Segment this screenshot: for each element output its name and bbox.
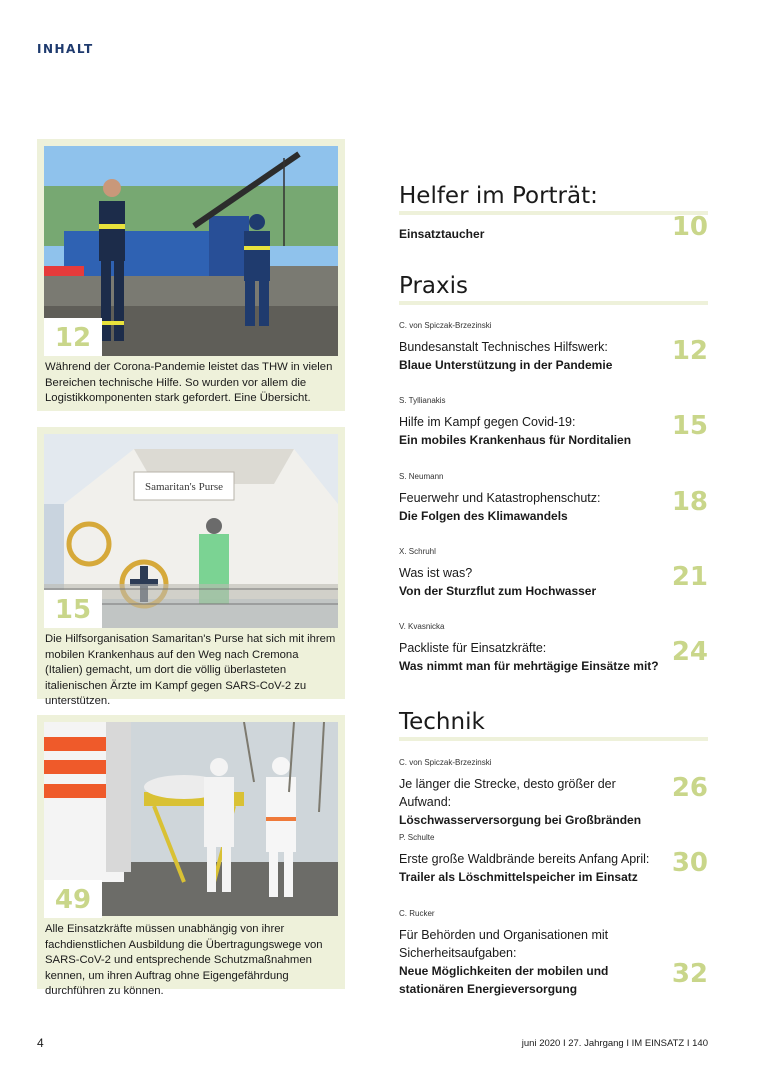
toc-entry-title: Was nimmt man für mehrtägige Einsätze mit? xyxy=(399,659,659,673)
toc-entry-title: Einsatztaucher xyxy=(399,227,485,241)
toc-entry-page: 12 xyxy=(671,336,708,366)
toc-entry-page: 26 xyxy=(671,773,708,803)
feature-caption: Die Hilfsorganisation Samaritan's Purse hat sich mit ihrem mobilen Krankenhaus auf den Weg nach Cremona (Italien) gemacht, um dort die völlig überlasteten italienischen Ärzte im Kampf gegen SARS-CoV-2 zu unterstützen. xyxy=(45,633,336,707)
toc-entry-page: 30 xyxy=(671,848,708,878)
toc-entry-title: Löschwasserversorgung bei Großbränden xyxy=(399,813,642,827)
toc-entry[interactable] xyxy=(399,758,708,829)
toc-entry-title: Trailer als Löschmittelspeicher im Einsatz xyxy=(399,870,638,884)
toc-entry[interactable] xyxy=(399,472,708,525)
tent-sign-text: Samaritan's Purse xyxy=(144,481,224,493)
toc-entry-page: 24 xyxy=(671,637,708,667)
section-title-portrait: Helfer im Porträt: xyxy=(399,183,708,215)
toc-entry[interactable] xyxy=(399,833,708,886)
feature-caption: Alle Einsatzkräfte müssen unabhängig von ihrer fachdienstlichen Ausbildung die Übertragungswege von SARS-CoV-2 und entsprechende Schutzmaßnahmen kennen, um ihren Auftrag ohne Eigengefährdung durchführen zu können. xyxy=(45,923,323,997)
toc-entry-page: 21 xyxy=(671,562,708,592)
toc-entry-subtitle: Bundesanstalt Technisches Hilfswerk: xyxy=(399,340,608,354)
feature-caption: Während der Corona-Pandemie leistet das THW in vielen Bereichen technische Hilfe. So wurden vor allem die Logistikkomponenten stark gefordert. Eine Übersicht. xyxy=(45,361,333,404)
feature-card-3[interactable] xyxy=(37,715,345,997)
toc-entry-author: V. Kvasnicka xyxy=(399,622,445,631)
toc-entry-author: C. von Spiczak-Brzezinski xyxy=(399,321,492,330)
toc-entry-subtitle: Feuerwehr und Katastrophenschutz: xyxy=(399,491,601,505)
toc-entry-author: S. Tyllianakis xyxy=(399,396,446,405)
section-title-technik: Technik xyxy=(399,709,708,741)
toc-entry[interactable] xyxy=(399,622,708,675)
toc-entry-subtitle: Hilfe im Kampf gegen Covid-19: xyxy=(399,415,576,429)
toc-entry-title: Von der Sturzflut zum Hochwasser xyxy=(399,584,597,598)
toc-entry-subtitle: Je länger die Strecke, desto größer der Aufwand: xyxy=(399,777,616,809)
toc-entry-page: 10 xyxy=(671,212,708,242)
feature-card-1[interactable] xyxy=(37,139,345,411)
toc-entry[interactable] xyxy=(399,321,708,374)
feature-page-number: 15 xyxy=(44,590,102,628)
toc-entry-author: C. von Spiczak-Brzezinski xyxy=(399,758,492,767)
section-title-praxis: Praxis xyxy=(399,273,708,305)
toc-entry-author: C. Rucker xyxy=(399,909,435,918)
toc-entry[interactable] xyxy=(399,909,708,998)
toc-entry-title: Die Folgen des Klimawandels xyxy=(399,509,568,523)
toc-entry-title: Ein mobiles Krankenhaus für Norditalien xyxy=(399,433,632,447)
toc-entry[interactable] xyxy=(399,547,708,600)
footer-issue-info: juni 2020 I 27. Jahrgang I IM EINSATZ I 140 xyxy=(521,1038,708,1049)
toc-entry[interactable] xyxy=(399,396,708,449)
toc-entry-title: Neue Möglichkeiten der mobilen und stationären Energieversorgung xyxy=(399,964,609,996)
feature-card-2[interactable] xyxy=(37,427,345,707)
toc-entry-subtitle: Packliste für Einsatzkräfte: xyxy=(399,641,547,655)
toc-entry[interactable] xyxy=(399,212,708,244)
footer-page-number: 4 xyxy=(37,1036,44,1050)
toc-entry-page: 15 xyxy=(671,411,708,441)
toc-entry-subtitle: Was ist was? xyxy=(399,566,473,580)
toc-entry-page: 18 xyxy=(671,487,708,517)
feature-page-number: 49 xyxy=(44,880,102,918)
toc-entry-title: Blaue Unterstützung in der Pandemie xyxy=(399,358,613,372)
toc-entry-subtitle: Für Behörden und Organisationen mit Sicherheitsaufgaben: xyxy=(399,928,609,960)
feature-page-number: 12 xyxy=(44,318,102,356)
toc-entry-author: P. Schulte xyxy=(399,833,435,842)
toc-entry-subtitle: Erste große Waldbrände bereits Anfang April: xyxy=(399,852,650,866)
section-label: INHALT xyxy=(37,42,94,56)
toc-entry-author: S. Neumann xyxy=(399,472,444,481)
toc-entry-author: X. Schruhl xyxy=(399,547,436,556)
toc-entry-page: 32 xyxy=(671,959,708,989)
